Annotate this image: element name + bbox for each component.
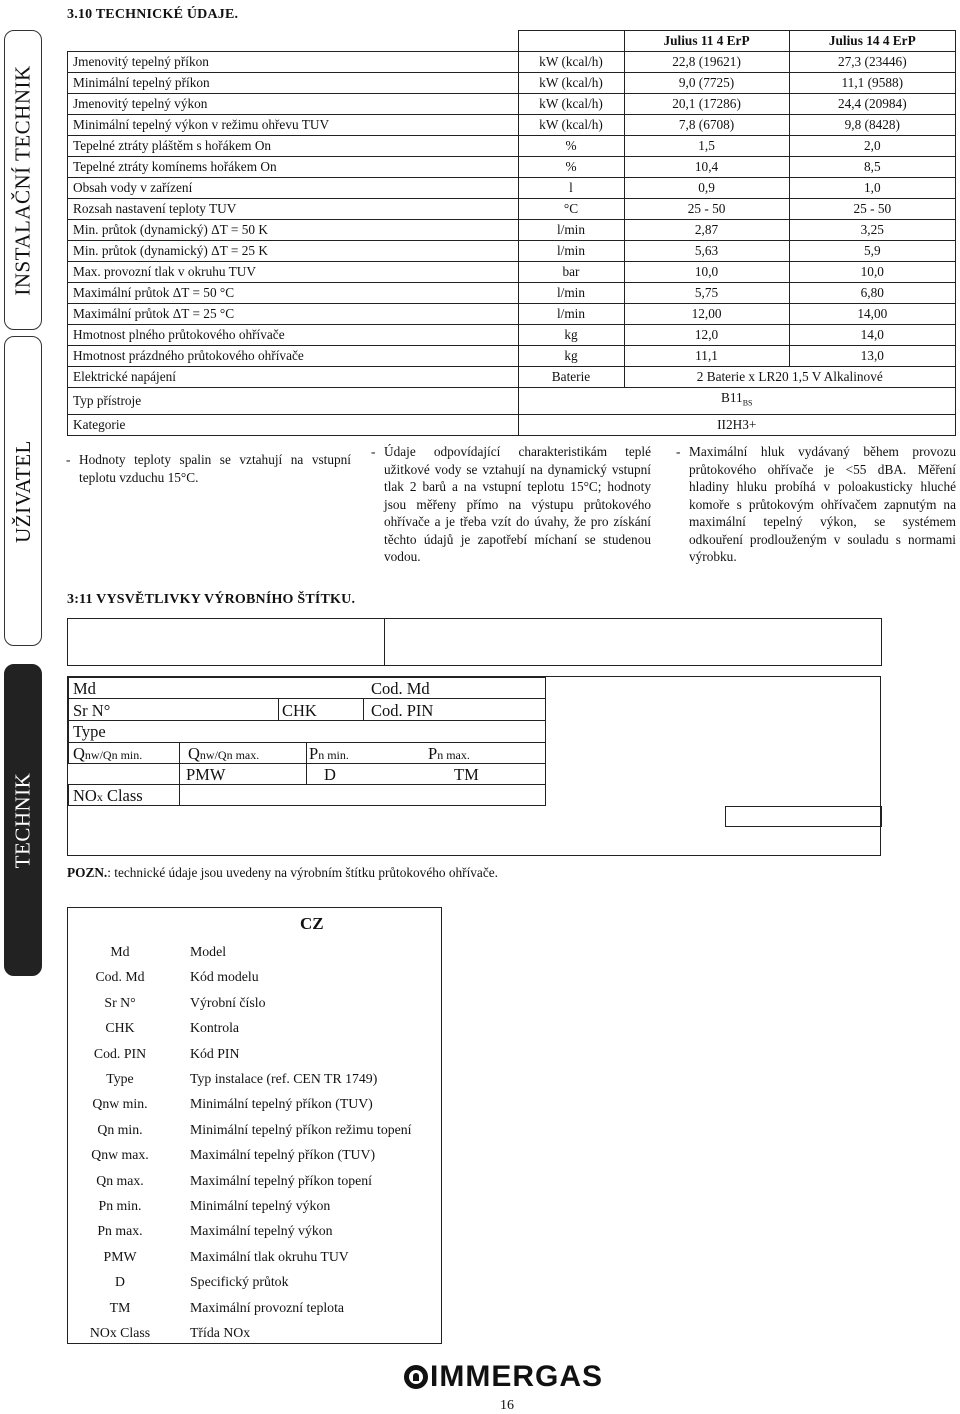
tab-uzivatel-label: UŽIVATEL bbox=[10, 439, 35, 543]
legend-row bbox=[68, 990, 441, 1015]
legend-value: Model bbox=[190, 944, 227, 959]
legend-row bbox=[68, 1066, 441, 1091]
legend-row bbox=[68, 1218, 441, 1243]
spec-cell: 25 - 50 bbox=[624, 199, 789, 220]
spec-row-power bbox=[68, 367, 956, 388]
legend-row bbox=[68, 1015, 441, 1040]
spec-cell: Maximální průtok ΔT = 50 °C bbox=[68, 283, 519, 304]
spec-cell: Maximální průtok ΔT = 25 °C bbox=[68, 304, 519, 325]
plate-md: Md bbox=[73, 679, 96, 698]
legend-value: Maximální provozní teplota bbox=[190, 1299, 345, 1315]
spec-cell: 10,4 bbox=[624, 157, 789, 178]
spec-row bbox=[68, 304, 956, 325]
legend-row bbox=[68, 964, 441, 989]
spec-cell: 5,63 bbox=[624, 241, 789, 262]
spec-cell: 9,0 (7725) bbox=[624, 73, 789, 94]
type-subscript: BS bbox=[742, 398, 753, 408]
legend-value: Maximální tlak okruhu TUV bbox=[190, 1248, 349, 1264]
spec-cell: 11,1 bbox=[624, 346, 789, 367]
spec-cell: l/min bbox=[518, 304, 624, 325]
spec-cell: Minimální tepelný výkon v režimu ohřevu TUV bbox=[68, 115, 519, 136]
spec-cell: kW (kcal/h) bbox=[518, 115, 624, 136]
spec-cell: 22,8 (19621) bbox=[624, 52, 789, 73]
spec-cell: 9,8 (8428) bbox=[789, 115, 955, 136]
spec-cell: 14,0 bbox=[789, 325, 955, 346]
legend-key: Qn max. bbox=[96, 1172, 144, 1188]
spec-header-row bbox=[68, 31, 956, 52]
spec-cell: % bbox=[518, 157, 624, 178]
legend-row bbox=[68, 1142, 441, 1167]
spec-row bbox=[68, 178, 956, 199]
plate-pn-min: Pn min. bbox=[309, 744, 349, 763]
spec-cell: Min. průtok (dynamický) ΔT = 25 K bbox=[68, 241, 519, 262]
spec-cell: l/min bbox=[518, 283, 624, 304]
spec-row bbox=[68, 157, 956, 178]
spec-row bbox=[68, 220, 956, 241]
legend-row bbox=[68, 1041, 441, 1066]
spec-header-cell bbox=[518, 31, 624, 52]
logo-ring-icon bbox=[404, 1365, 428, 1389]
spec-row bbox=[68, 199, 956, 220]
legend-key: PMW bbox=[103, 1248, 137, 1264]
spec-header-cell bbox=[68, 31, 519, 52]
spec-cell: 11,1 (9588) bbox=[789, 73, 955, 94]
legend-value: Kontrola bbox=[190, 1020, 240, 1036]
legend-key: Pn min. bbox=[98, 1198, 142, 1213]
legend-key: NOx Class bbox=[89, 1325, 151, 1340]
spec-cell: 5,75 bbox=[624, 283, 789, 304]
spec-cell: Min. průtok (dynamický) ΔT = 50 K bbox=[68, 220, 519, 241]
page-number: 16 bbox=[500, 1398, 514, 1413]
spec-row bbox=[68, 73, 956, 94]
spec-cell: 25 - 50 bbox=[789, 199, 955, 220]
legend-row bbox=[68, 1295, 441, 1320]
plate-qnw-max: Qnw/Qn max. bbox=[188, 744, 260, 763]
legend-value: Maximální tepelný příkon topení bbox=[190, 1172, 373, 1188]
spec-cell: 2 Baterie x LR20 1,5 V Alkalinové bbox=[624, 367, 956, 388]
legend-key: D bbox=[115, 1274, 125, 1290]
pozn-note: POZN.: technické údaje jsou uvedeny na výrobním štítku průtokového ohřívače. bbox=[67, 865, 498, 880]
legend-row bbox=[68, 1320, 441, 1345]
spec-cell: 2,0 bbox=[789, 136, 955, 157]
legend-row bbox=[68, 1091, 441, 1116]
legend-key: Qn min. bbox=[97, 1121, 143, 1137]
plate-type: Type bbox=[73, 722, 106, 741]
tab-instalacni-technik bbox=[4, 30, 42, 330]
legend-key: Md bbox=[110, 944, 130, 959]
plate-qnw-min: Qnw/Qn min. bbox=[73, 744, 143, 763]
legend-row bbox=[68, 1269, 441, 1294]
spec-cell: kg bbox=[518, 346, 624, 367]
spec-cell: 2,87 bbox=[624, 220, 789, 241]
spec-cell: 1,0 bbox=[789, 178, 955, 199]
tab-technik bbox=[4, 664, 42, 976]
plate-legend bbox=[67, 907, 442, 1344]
logo-text: IMMERGAS bbox=[430, 1360, 603, 1393]
spec-cell: 27,3 (23446) bbox=[789, 52, 955, 73]
plate-pmw: PMW bbox=[186, 765, 226, 784]
plate-cod-pin: Cod. PIN bbox=[371, 701, 434, 720]
legend-value: Maximální tepelný výkon bbox=[190, 1223, 333, 1239]
spec-cell: Jmenovitý tepelný příkon bbox=[68, 52, 519, 73]
spec-cell: 13,0 bbox=[789, 346, 955, 367]
immergas-logo bbox=[404, 1360, 603, 1394]
spec-cell: l/min bbox=[518, 241, 624, 262]
spec-cell: l bbox=[518, 178, 624, 199]
spec-row bbox=[68, 325, 956, 346]
legend-value: Specifický průtok bbox=[190, 1274, 289, 1290]
note-noise: - Maximální hluk vydávaný během provozu průtokového ohřívače je <55 dBA. Měření hladiny hluku probíhá v poloakusticky hluché komoře s průtokovým ohřívačem zapnutým na maximální tepelný výkon, se systémem odkouření prodlouženým v souladu s normami výrobku. bbox=[676, 444, 956, 564]
spec-table bbox=[67, 30, 956, 436]
spec-cell: 1,5 bbox=[624, 136, 789, 157]
legend-row bbox=[68, 1117, 441, 1142]
legend-value: Výrobní číslo bbox=[190, 994, 266, 1010]
rating-plate bbox=[67, 676, 881, 856]
spec-cell: 8,5 bbox=[789, 157, 955, 178]
spec-cell: 20,1 (17286) bbox=[624, 94, 789, 115]
plate-pn-max: Pn max. bbox=[428, 744, 470, 763]
spec-cell: 14,00 bbox=[789, 304, 955, 325]
spec-cell: kg bbox=[518, 325, 624, 346]
spec-cell: Kategorie bbox=[68, 414, 519, 435]
plate-tm: TM bbox=[454, 765, 479, 784]
legend-value: Typ instalace (ref. CEN TR 1749) bbox=[190, 1071, 378, 1086]
plate-cod-md: Cod. Md bbox=[371, 679, 430, 698]
spec-cell: 12,0 bbox=[624, 325, 789, 346]
note-flue-temp: - Hodnoty teploty spalin se vztahují na vstupní teplotu vzduchu 15°C. bbox=[66, 452, 351, 485]
spec-cell: 10,0 bbox=[624, 262, 789, 283]
spec-cell: Hmotnost prázdného průtokového ohřívače bbox=[68, 346, 519, 367]
plate-nox: NOx Class bbox=[73, 786, 143, 805]
spec-cell: Rozsah nastavení teploty TUV bbox=[68, 199, 519, 220]
legend-key: Qnw max. bbox=[91, 1147, 149, 1163]
spec-cell: 12,00 bbox=[624, 304, 789, 325]
spec-row bbox=[68, 94, 956, 115]
spec-cell: 24,4 (20984) bbox=[789, 94, 955, 115]
plate-sr: Sr N° bbox=[73, 701, 111, 720]
plate-chk: CHK bbox=[282, 701, 317, 720]
spec-cell: Minimální tepelný příkon bbox=[68, 73, 519, 94]
spec-cell: Max. provozní tlak v okruhu TUV bbox=[68, 262, 519, 283]
spec-row bbox=[68, 283, 956, 304]
legend-row bbox=[68, 1168, 441, 1193]
spec-cell: kW (kcal/h) bbox=[518, 52, 624, 73]
spec-cell: Tepelné ztráty komínems hořákem On bbox=[68, 157, 519, 178]
spec-cell: II2H3+ bbox=[518, 414, 956, 435]
legend-row bbox=[68, 939, 441, 964]
spec-cell: Elektrické napájení bbox=[68, 367, 519, 388]
legend-value: Maximální tepelný příkon (TUV) bbox=[190, 1147, 376, 1163]
spec-cell: 0,9 bbox=[624, 178, 789, 199]
legend-row bbox=[68, 1193, 441, 1218]
spec-cell: bar bbox=[518, 262, 624, 283]
legend-language: CZ bbox=[300, 914, 324, 933]
legend-value: Kód modelu bbox=[190, 969, 259, 985]
spec-header-cell: Julius 14 4 ErP bbox=[789, 31, 955, 52]
legend-key: Type bbox=[106, 1071, 134, 1086]
spec-row bbox=[68, 262, 956, 283]
legend-key: CHK bbox=[105, 1020, 135, 1036]
spec-cell: 3,25 bbox=[789, 220, 955, 241]
spec-row bbox=[68, 52, 956, 73]
spec-cell: Typ přístroje bbox=[68, 388, 519, 415]
type-value: B11 bbox=[721, 390, 743, 405]
legend-key: Pn max. bbox=[97, 1223, 143, 1239]
legend-value: Kód PIN bbox=[190, 1045, 240, 1061]
legend-key: TM bbox=[109, 1299, 131, 1315]
legend-row bbox=[68, 1244, 441, 1269]
spec-cell: kW (kcal/h) bbox=[518, 73, 624, 94]
spec-cell: 6,80 bbox=[789, 283, 955, 304]
section-title-rating-plate: 3:11 VYSVĚTLIVKY VÝROBNÍHO ŠTÍTKU. bbox=[67, 592, 356, 607]
legend-key: Cod. Md bbox=[95, 969, 145, 985]
spec-cell: Hmotnost plného průtokového ohřívače bbox=[68, 325, 519, 346]
spec-cell: l/min bbox=[518, 220, 624, 241]
legend-value: Minimální tepelný příkon režimu topení bbox=[190, 1121, 412, 1137]
tab-instalacni-technik-label: INSTALAČNÍ TECHNIK bbox=[10, 64, 35, 296]
spec-cell: kW (kcal/h) bbox=[518, 94, 624, 115]
spec-cell: Jmenovitý tepelný výkon bbox=[68, 94, 519, 115]
spec-row bbox=[68, 115, 956, 136]
legend-value: Minimální tepelný výkon bbox=[190, 1198, 331, 1213]
spec-row bbox=[68, 136, 956, 157]
spec-cell bbox=[518, 388, 956, 415]
spec-row-category bbox=[68, 414, 956, 435]
section-title-technical-data: 3.10 TECHNICKÉ ÚDAJE. bbox=[67, 7, 239, 22]
spec-cell: 5,9 bbox=[789, 241, 955, 262]
spec-row-type bbox=[68, 388, 956, 415]
plate-d: D bbox=[324, 765, 336, 784]
legend-key: Cod. PIN bbox=[93, 1045, 147, 1061]
spec-cell: 10,0 bbox=[789, 262, 955, 283]
legend-value: Třída NOx bbox=[190, 1325, 251, 1340]
spec-row bbox=[68, 346, 956, 367]
tab-uzivatel bbox=[4, 336, 42, 646]
spec-header-cell: Julius 11 4 ErP bbox=[624, 31, 789, 52]
legend-key: Qnw min. bbox=[92, 1096, 148, 1112]
spec-cell: % bbox=[518, 136, 624, 157]
spec-cell: 7,8 (6708) bbox=[624, 115, 789, 136]
spec-cell: Baterie bbox=[518, 367, 624, 388]
legend-key: Sr N° bbox=[104, 994, 136, 1010]
rating-plate-header bbox=[67, 618, 882, 666]
note-dhw-data: - Údaje odpovídající charakteristikám teplé užitkové vody se vztahují na dynamický vstupní tlak 2 barů a na vstupní teplotu 15°C; hodnoty jsou měřeny přímo na výstupu průtokového ohřívače a je třeba vzít do úvahy, že pro získání těchto údajů je zapotřebí míchaní se studenou vodou. bbox=[371, 444, 651, 564]
legend-value: Minimální tepelný příkon (TUV) bbox=[190, 1096, 373, 1112]
spec-cell: Obsah vody v zařízení bbox=[68, 178, 519, 199]
spec-row bbox=[68, 241, 956, 262]
spec-cell: °C bbox=[518, 199, 624, 220]
tab-technik-label: TECHNIK bbox=[10, 772, 35, 868]
spec-cell: Tepelné ztráty pláštěm s hořákem On bbox=[68, 136, 519, 157]
